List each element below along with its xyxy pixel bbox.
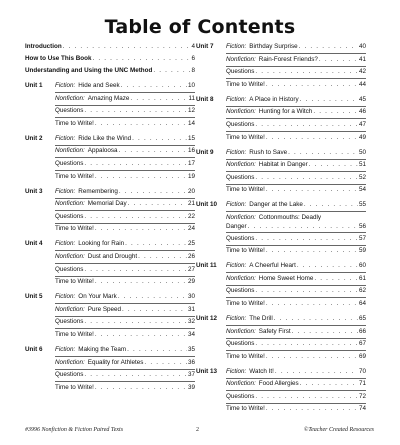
toc-entry[interactable] — [25, 369, 195, 381]
entry-page: 72 — [358, 392, 366, 400]
entry-kind: Nonfiction: — [55, 358, 85, 366]
leader-dots — [132, 133, 187, 145]
entry-kind: Fiction: — [55, 345, 76, 353]
toc-entry[interactable] — [196, 260, 366, 272]
toc-entry[interactable] — [25, 304, 195, 316]
toc-entry[interactable] — [25, 198, 195, 210]
leader-dots — [266, 79, 358, 91]
leader-dots — [304, 199, 358, 211]
leader-dots — [266, 245, 358, 257]
leader-dots — [255, 233, 358, 245]
entry-title: How to Use This Book — [25, 55, 92, 62]
leader-dots — [138, 251, 187, 263]
unit-label: Unit 2 — [25, 134, 43, 142]
toc-entry[interactable] — [25, 382, 195, 394]
toc-entry[interactable] — [25, 329, 195, 341]
entry-kind: Fiction: — [226, 95, 247, 103]
leader-dots — [95, 171, 187, 183]
entry-kind: Nonfiction: — [226, 213, 256, 221]
entry-title: Questions — [55, 212, 84, 220]
entry-title: Time to Write! — [55, 172, 94, 180]
toc-entry[interactable] — [25, 223, 195, 235]
unit-block — [25, 344, 195, 397]
toc-entry[interactable] — [25, 158, 195, 170]
leader-dots — [275, 366, 358, 378]
page-title: Table of Contents — [104, 16, 296, 38]
leader-dots — [300, 94, 358, 106]
front-matter-list — [25, 41, 195, 77]
unit-label: Unit 9 — [196, 148, 214, 156]
entry-kind: Nonfiction: — [226, 274, 256, 282]
entry-kind: Nonfiction: — [226, 327, 256, 335]
unit-block — [25, 291, 195, 344]
entry-page: 62 — [358, 287, 366, 295]
entry-title: Questions — [55, 265, 84, 273]
entry-page: 67 — [358, 340, 366, 348]
toc-entry[interactable] — [25, 171, 195, 183]
entry-page: 20 — [187, 187, 195, 195]
leader-dots — [266, 298, 358, 310]
entry-page: 22 — [187, 212, 195, 220]
leader-dots — [84, 158, 187, 170]
leader-dots — [255, 172, 358, 184]
entry-page: 24 — [187, 225, 195, 233]
toc-entry[interactable] — [196, 106, 366, 118]
toc-entry[interactable] — [196, 41, 366, 53]
leader-dots — [118, 291, 187, 303]
entry-kind: Nonfiction: — [55, 94, 85, 102]
entry-title: Time to Write! — [55, 330, 94, 338]
leader-dots — [255, 391, 358, 403]
leader-dots — [122, 304, 187, 316]
entry-title: Watch It! — [249, 367, 274, 375]
toc-entry[interactable] — [196, 212, 366, 232]
leader-dots — [125, 238, 187, 250]
unit-label: Unit 4 — [25, 240, 43, 248]
unit-block — [25, 80, 195, 133]
entry-title: Looking for Rain — [78, 240, 125, 248]
entry-title: Questions — [55, 371, 84, 379]
leader-dots — [255, 338, 358, 350]
unit-block — [196, 41, 366, 94]
entry-page: 51 — [358, 161, 366, 169]
leader-dots — [274, 313, 358, 325]
entry-title: Birthday Surprise — [249, 43, 298, 50]
toc-entry[interactable] — [25, 276, 195, 288]
entry-page: 34 — [187, 330, 195, 338]
unit-block — [196, 199, 366, 260]
entry-page: 10 — [187, 82, 195, 89]
entry-title: Time to Write! — [226, 186, 265, 194]
entry-title: Memorial Day — [87, 200, 127, 208]
leader-dots — [299, 41, 358, 53]
entry-kind: Fiction: — [226, 148, 247, 156]
entry-title: Questions — [226, 173, 255, 181]
entry-page: 40 — [358, 43, 366, 50]
leader-dots — [266, 403, 358, 415]
entry-page: 54 — [358, 186, 366, 194]
toc-entry[interactable] — [196, 119, 366, 131]
entry-page: 27 — [187, 265, 195, 273]
entry-page: 21 — [187, 200, 195, 208]
entry-page: 44 — [358, 80, 366, 88]
entry-kind: Nonfiction: — [55, 305, 85, 313]
leader-dots — [314, 273, 358, 285]
entry-title: A Place in History — [249, 95, 299, 103]
entry-page: 70 — [358, 367, 366, 375]
entry-title: Questions — [226, 340, 255, 348]
entry-title: Time to Write! — [226, 80, 265, 88]
leader-dots — [153, 65, 190, 77]
leader-dots — [119, 145, 187, 157]
entry-title: Understanding and Using the UNC Method — [25, 67, 153, 74]
toc-entry[interactable] — [196, 378, 366, 390]
entry-page: 46 — [358, 108, 366, 116]
unit-label: Unit 11 — [196, 262, 217, 270]
entry-kind: Nonfiction: — [55, 252, 85, 260]
toc-entry[interactable] — [25, 186, 195, 198]
entry-title: Questions — [55, 107, 84, 115]
toc-entry[interactable] — [25, 264, 195, 276]
entry-page: 26 — [187, 252, 195, 260]
entry-title: Questions — [55, 159, 84, 167]
entry-title: Time to Write! — [226, 299, 265, 307]
leader-dots — [84, 105, 187, 117]
unit-label: Unit 7 — [196, 43, 214, 50]
entry-page: 41 — [358, 55, 366, 63]
entry-kind: Nonfiction: — [226, 380, 256, 388]
toc-entry[interactable] — [196, 54, 366, 66]
leader-dots — [313, 106, 358, 118]
toc-entry[interactable] — [196, 147, 366, 159]
toc-entry[interactable] — [25, 211, 195, 223]
entry-page: 69 — [358, 352, 366, 360]
toc-entry[interactable] — [196, 391, 366, 403]
footer-page-number: 2 — [196, 427, 199, 433]
entry-title: Time to Write! — [55, 383, 94, 391]
leader-dots — [127, 344, 187, 356]
entry-kind: Nonfiction: — [226, 55, 256, 63]
toc-entry[interactable] — [196, 326, 366, 338]
entry-title: Time to Write! — [226, 247, 265, 255]
leader-dots — [130, 93, 187, 105]
leader-dots — [95, 118, 187, 130]
toc-entry[interactable] — [196, 298, 366, 310]
entry-title: Rush to Save — [249, 148, 288, 156]
entry-title: Making the Team — [78, 345, 127, 353]
entry-kind: Nonfiction: — [55, 147, 85, 155]
entry-title: The Drill — [249, 314, 273, 322]
toc-entry[interactable] — [196, 159, 366, 171]
leader-dots — [266, 351, 358, 363]
leader-dots — [84, 316, 187, 328]
entry-page: 61 — [358, 274, 366, 282]
toc-entry[interactable] — [196, 403, 366, 415]
toc-entry[interactable] — [25, 344, 195, 356]
entry-kind: Fiction: — [226, 201, 247, 209]
toc-entry[interactable] — [196, 233, 366, 245]
entry-kind: Nonfiction: — [226, 161, 256, 169]
entry-page: 19 — [187, 172, 195, 180]
entry-page: 31 — [187, 305, 195, 313]
entry-page: 17 — [187, 159, 195, 167]
unit-block — [25, 133, 195, 186]
entry-title: Dust and Drought — [87, 252, 138, 260]
entry-page: 8 — [191, 67, 195, 74]
entry-page: 32 — [187, 318, 195, 326]
toc-entry[interactable] — [25, 80, 195, 92]
entry-page: 65 — [358, 314, 366, 322]
entry-title: A Cheerful Heart — [249, 262, 296, 270]
unit-block — [196, 313, 366, 366]
unit-block — [196, 260, 366, 313]
entry-title: Questions — [226, 234, 255, 242]
entry-title: Time to Write! — [55, 225, 94, 233]
entry-title: Rain-Forest Friends? — [258, 55, 318, 63]
toc-entry[interactable] — [196, 338, 366, 350]
entry-page: 45 — [358, 95, 366, 103]
leader-dots — [248, 222, 358, 231]
leader-dots — [319, 54, 358, 66]
entry-title: Safety First — [258, 327, 291, 335]
entry-title: Cottonmouths: Deadly — [258, 213, 322, 221]
entry-page: 56 — [358, 222, 366, 230]
entry-page: 39 — [187, 383, 195, 391]
toc-entry[interactable] — [196, 184, 366, 196]
toc-entry[interactable] — [25, 291, 195, 303]
unit-label: Unit 13 — [196, 367, 217, 375]
entry-kind: Fiction: — [55, 293, 76, 301]
entry-page: 37 — [187, 371, 195, 379]
entry-page: 52 — [358, 173, 366, 181]
leader-dots — [84, 369, 187, 381]
entry-title: Hide and Seek — [78, 82, 120, 89]
toc-column-left — [25, 41, 195, 397]
entry-page: 47 — [358, 120, 366, 128]
entry-page: 14 — [187, 119, 195, 127]
leader-dots — [121, 80, 187, 92]
toc-entry[interactable] — [196, 273, 366, 285]
leader-dots — [95, 223, 187, 235]
entry-kind: Fiction: — [55, 240, 76, 248]
entry-page: 55 — [358, 201, 366, 209]
unit-label: Unit 12 — [196, 314, 217, 322]
toc-entry-how-to-use[interactable] — [25, 53, 195, 65]
entry-page: 35 — [187, 345, 195, 353]
entry-title-cont: Danger — [226, 222, 247, 230]
entry-kind: Fiction: — [226, 262, 247, 270]
entry-page: 74 — [358, 405, 366, 413]
toc-entry[interactable] — [196, 79, 366, 91]
entry-title: Questions — [226, 68, 255, 76]
entry-page: 16 — [187, 147, 195, 155]
toc-entry[interactable] — [25, 93, 195, 105]
toc-entry[interactable] — [196, 245, 366, 257]
toc-entry[interactable] — [25, 238, 195, 250]
toc-entry-unc-method[interactable] — [25, 65, 195, 77]
entry-title: Time to Write! — [55, 278, 94, 286]
entry-title: Danger at the Lake — [249, 201, 303, 209]
leader-dots — [84, 211, 187, 223]
entry-title: Ride Like the Wind — [78, 134, 132, 142]
toc-entry[interactable] — [196, 66, 366, 78]
leader-dots — [266, 132, 358, 144]
entry-title: Questions — [226, 120, 255, 128]
leader-dots — [95, 382, 187, 394]
entry-page: 6 — [191, 55, 195, 62]
entry-page: 12 — [187, 107, 195, 115]
entry-page: 60 — [358, 262, 366, 270]
entry-kind: Fiction: — [226, 367, 247, 375]
entry-page: 42 — [358, 68, 366, 76]
unit-label: Unit 6 — [25, 345, 43, 353]
entry-title: Amazing Maze — [87, 94, 130, 102]
unit-label: Unit 10 — [196, 201, 217, 209]
toc-entry[interactable] — [25, 105, 195, 117]
entry-page: 50 — [358, 148, 366, 156]
toc-entry[interactable] — [196, 366, 366, 378]
entry-page: 15 — [187, 134, 195, 142]
entry-kind: Fiction: — [55, 82, 76, 89]
unit-block — [196, 94, 366, 147]
toc-entry[interactable] — [25, 251, 195, 263]
unit-block — [25, 186, 195, 239]
entry-page: 49 — [358, 133, 366, 141]
toc-entry[interactable] — [25, 133, 195, 145]
unit-block — [196, 147, 366, 200]
entry-page: 71 — [358, 380, 366, 388]
entry-page: 64 — [358, 299, 366, 307]
leader-dots — [292, 326, 358, 338]
footer-publisher: ©Teacher Created Resources — [303, 427, 374, 433]
entry-title: Home Sweet Home — [258, 274, 314, 282]
unit-block — [196, 366, 366, 419]
leader-dots — [128, 198, 187, 210]
unit-label: Unit 3 — [25, 187, 43, 195]
entry-kind: Fiction: — [226, 314, 247, 322]
leader-dots — [255, 66, 358, 78]
unit-label: Unit 5 — [25, 293, 43, 301]
entry-title: Pure Speed — [87, 305, 122, 313]
entry-title: Time to Write! — [226, 133, 265, 141]
toc-entry[interactable] — [25, 118, 195, 130]
entry-kind: Nonfiction: — [55, 200, 85, 208]
leader-dots — [266, 184, 358, 196]
toc-entry[interactable] — [196, 132, 366, 144]
entry-title: Hunting for a Witch — [258, 108, 313, 116]
toc-entry[interactable] — [196, 313, 366, 325]
toc-entry-introduction[interactable] — [25, 41, 195, 53]
footer-book-title: #3996 Nonfiction & Fiction Paired Texts — [25, 427, 124, 433]
toc-entry[interactable] — [196, 172, 366, 184]
entry-page: 59 — [358, 247, 366, 255]
entry-title: Equality for Athletes — [87, 358, 144, 366]
entry-title: Questions — [226, 392, 255, 400]
leader-dots — [144, 357, 187, 369]
entry-kind: Fiction: — [226, 43, 247, 50]
entry-title: Food Allergies — [258, 380, 299, 388]
leader-dots — [300, 378, 358, 390]
entry-title: Questions — [55, 318, 84, 326]
toc-column-right — [196, 41, 366, 418]
entry-page: 30 — [187, 293, 195, 301]
leader-dots — [288, 147, 358, 159]
leader-dots — [84, 264, 187, 276]
unit-label: Unit 8 — [196, 95, 214, 103]
leader-dots — [309, 159, 358, 171]
entry-kind: Fiction: — [55, 187, 76, 195]
entry-title: On Your Mark — [78, 293, 117, 301]
leader-dots — [297, 260, 358, 272]
entry-title: Remembering — [78, 187, 118, 195]
entry-title: Time to Write! — [226, 352, 265, 360]
entry-title: Time to Write! — [55, 119, 94, 127]
toc-entry[interactable] — [25, 316, 195, 328]
unit-label: Unit 1 — [25, 82, 43, 89]
leader-dots — [95, 276, 187, 288]
entry-page: 66 — [358, 327, 366, 335]
entry-title: Appaloosa — [87, 147, 118, 155]
toc-entry[interactable] — [25, 145, 195, 157]
leader-dots — [255, 285, 358, 297]
entry-title: Habitat in Danger — [258, 161, 308, 169]
leader-dots — [119, 186, 187, 198]
unit-block — [25, 238, 195, 291]
entry-page: 25 — [187, 240, 195, 248]
entry-kind: Nonfiction: — [226, 108, 256, 116]
entry-page: 36 — [187, 358, 195, 366]
entry-title: Time to Write! — [226, 405, 265, 413]
toc-entry[interactable] — [196, 199, 366, 211]
entry-kind: Fiction: — [55, 134, 76, 142]
entry-title: Introduction — [25, 43, 62, 50]
leader-dots — [95, 329, 187, 341]
entry-title: Questions — [226, 287, 255, 295]
entry-page: 57 — [358, 234, 366, 242]
leader-dots — [255, 119, 358, 131]
leader-dots — [63, 41, 191, 53]
toc-entry[interactable] — [196, 94, 366, 106]
toc-entry[interactable] — [196, 285, 366, 297]
toc-entry[interactable] — [25, 357, 195, 369]
toc-entry[interactable] — [196, 351, 366, 363]
entry-page: 4 — [191, 43, 195, 50]
leader-dots — [92, 53, 190, 65]
entry-page: 11 — [188, 94, 195, 102]
entry-page: 29 — [187, 278, 195, 286]
